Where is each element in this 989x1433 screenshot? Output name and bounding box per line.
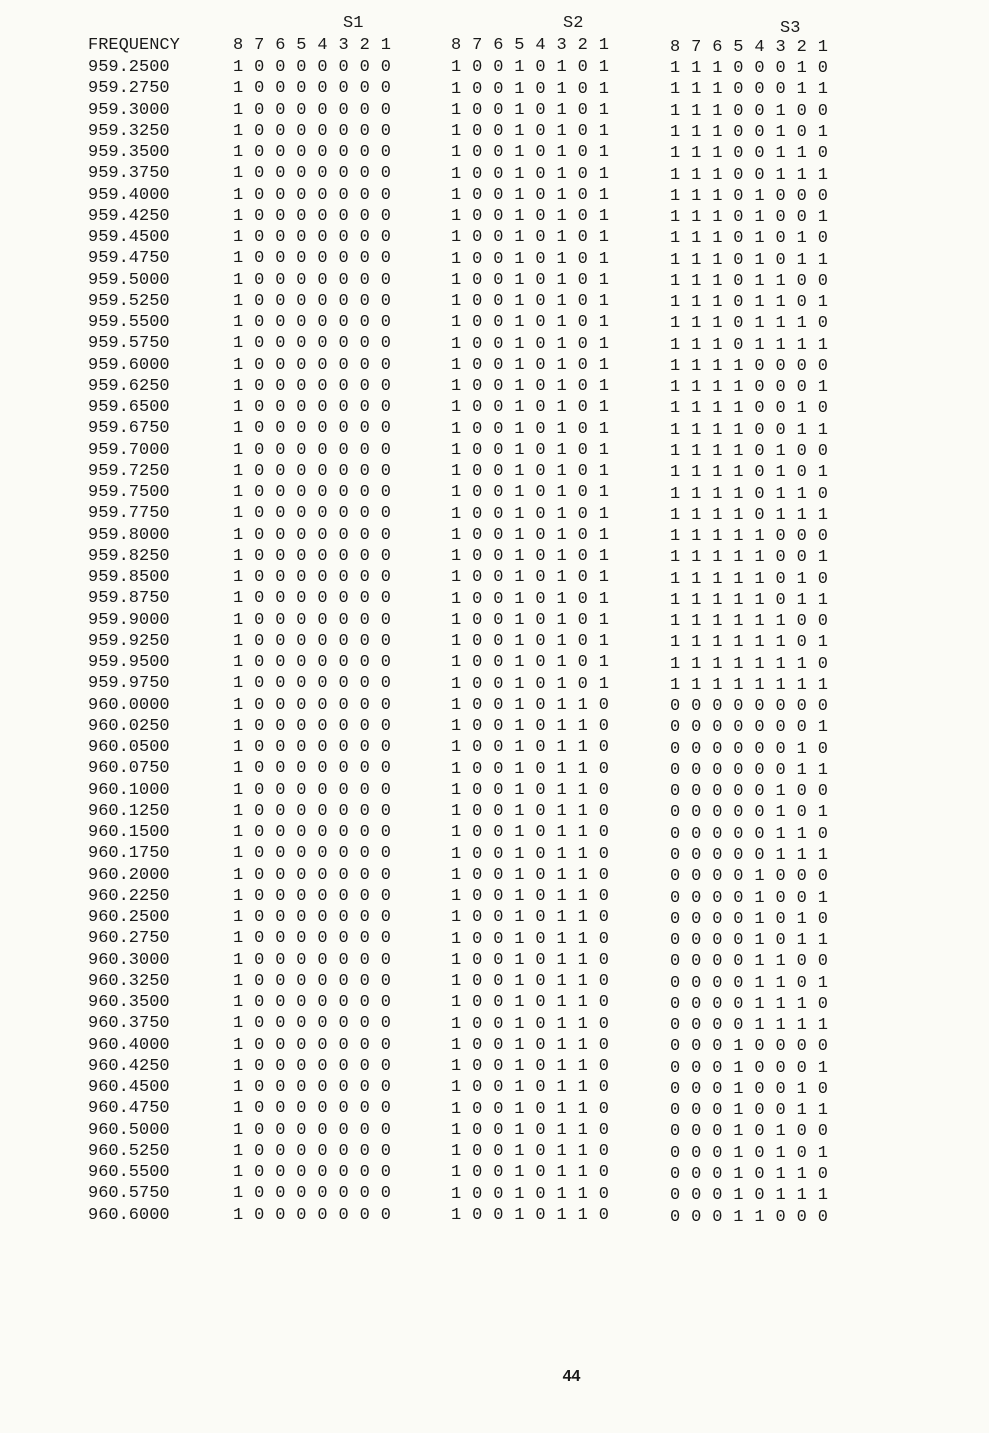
bits-cell-s3: 1 1 1 1 0 0 0 1 [670, 378, 829, 398]
bits-cell-s3: 1 1 1 1 0 0 1 0 [670, 399, 829, 419]
bits-cell-s2: 1 0 0 1 0 1 0 1 [451, 377, 610, 397]
bits-cell-s3: 1 1 1 0 0 1 1 0 [670, 144, 829, 164]
bits-cell-s1: 1 0 0 0 0 0 0 0 [233, 653, 392, 672]
bits-cell-s1: 1 0 0 0 0 0 0 0 [233, 716, 392, 736]
bits-cell-s1: 1 0 0 0 0 0 0 0 [233, 419, 392, 439]
bits-cell-s1: 1 0 0 0 0 0 0 0 [233, 164, 392, 184]
frequency-cell: 959.5250 [88, 291, 170, 311]
frequency-cell: 960.2000 [88, 865, 170, 885]
bits-cell-s1: 1 0 0 0 0 0 0 0 [233, 206, 392, 226]
bits-cell-s1: 1 0 0 0 0 0 0 0 [233, 483, 392, 502]
bits-cell-s1: 1 0 0 0 0 0 0 0 [233, 79, 392, 99]
bits-cell-s1: 1 0 0 0 0 0 0 0 [233, 1141, 392, 1161]
bits-cell-s3: 0 0 0 0 0 0 1 1 [670, 760, 829, 780]
frequency-cell: 960.5750 [88, 1184, 170, 1204]
bits-cell-s3: 0 0 0 0 0 0 0 0 [670, 697, 829, 717]
group-header-s1: S1 [343, 14, 364, 33]
bits-cell-s3: 0 0 0 1 0 0 1 1 [670, 1101, 829, 1121]
bits-cell-s1: 1 0 0 0 0 0 0 0 [233, 525, 392, 545]
bits-cell-s2: 1 0 0 1 0 1 1 0 [451, 1163, 610, 1183]
frequency-cell: 959.6500 [88, 398, 170, 417]
frequency-header: FREQUENCY [88, 36, 180, 55]
bits-cell-s2: 1 0 0 1 0 1 0 1 [451, 207, 610, 227]
bits-cell-s3: 1 1 1 1 1 1 1 1 [670, 675, 829, 695]
bits-cell-s3: 1 1 1 1 1 0 0 1 [670, 548, 829, 568]
bits-cell-s1: 1 0 0 0 0 0 0 0 [233, 801, 392, 821]
bits-cell-s2: 1 0 0 1 0 1 0 1 [451, 228, 610, 248]
frequency-cell: 960.2250 [88, 886, 170, 906]
frequency-cell: 959.9500 [88, 653, 170, 672]
frequency-cell: 960.3500 [88, 993, 170, 1012]
bits-cell-s1: 1 0 0 0 0 0 0 0 [233, 398, 392, 417]
bits-cell-s2: 1 0 0 1 0 1 1 0 [451, 993, 610, 1013]
bits-cell-s3: 1 1 1 0 0 0 1 1 [670, 80, 829, 100]
bits-cell-s1: 1 0 0 0 0 0 0 0 [233, 950, 392, 970]
bits-cell-s2: 1 0 0 1 0 1 0 1 [451, 419, 610, 439]
bits-cell-s3: 0 0 0 0 1 1 0 0 [670, 952, 829, 972]
frequency-cell: 959.6000 [88, 355, 170, 375]
bits-cell-s2: 1 0 0 1 0 1 1 0 [451, 865, 610, 885]
bits-cell-s3: 0 0 0 0 0 0 0 1 [670, 718, 829, 738]
bits-cell-s1: 1 0 0 0 0 0 0 0 [233, 121, 392, 141]
bits-cell-s3: 1 1 1 0 1 1 0 0 [670, 271, 829, 291]
bits-cell-s2: 1 0 0 1 0 1 0 1 [451, 483, 610, 503]
frequency-cell: 959.6750 [88, 419, 170, 439]
bits-cell-s1: 1 0 0 0 0 0 0 0 [233, 440, 392, 460]
bits-cell-s3: 0 0 0 1 0 1 1 0 [670, 1164, 829, 1184]
frequency-cell: 960.1750 [88, 844, 170, 864]
bits-cell-s3: 1 1 1 0 1 1 1 1 [670, 335, 829, 355]
bits-cell-s1: 1 0 0 0 0 0 0 0 [233, 589, 392, 609]
bits-cell-s2: 1 0 0 1 0 1 0 1 [451, 58, 610, 78]
frequency-cell: 960.1000 [88, 780, 170, 800]
bits-cell-s2: 1 0 0 1 0 1 0 1 [451, 334, 610, 354]
bits-cell-s3: 1 1 1 0 0 1 1 1 [670, 165, 829, 185]
bits-cell-s3: 0 0 0 1 0 0 0 1 [670, 1058, 829, 1078]
bit-header-s2: 8 7 6 5 4 3 2 1 [451, 36, 610, 56]
frequency-cell: 959.8000 [88, 525, 170, 545]
bits-cell-s2: 1 0 0 1 0 1 1 0 [451, 823, 610, 843]
bits-cell-s1: 1 0 0 0 0 0 0 0 [233, 185, 392, 205]
frequency-cell: 960.2750 [88, 929, 170, 949]
frequency-cell: 960.1250 [88, 801, 170, 821]
bits-cell-s1: 1 0 0 0 0 0 0 0 [233, 610, 392, 630]
bits-cell-s1: 1 0 0 0 0 0 0 0 [233, 674, 392, 694]
frequency-cell: 960.3000 [88, 950, 170, 970]
bits-cell-s2: 1 0 0 1 0 1 0 1 [451, 122, 610, 142]
bits-cell-s1: 1 0 0 0 0 0 0 0 [233, 631, 392, 651]
frequency-cell: 960.4500 [88, 1078, 170, 1097]
bits-cell-s1: 1 0 0 0 0 0 0 0 [233, 886, 392, 906]
bits-cell-s1: 1 0 0 0 0 0 0 0 [233, 291, 392, 311]
frequency-cell: 959.9750 [88, 674, 170, 694]
bits-cell-s2: 1 0 0 1 0 1 0 1 [451, 398, 610, 418]
frequency-cell: 959.4250 [88, 206, 170, 226]
bits-cell-s2: 1 0 0 1 0 1 0 1 [451, 568, 610, 588]
bits-cell-s2: 1 0 0 1 0 1 1 0 [451, 929, 610, 949]
bits-cell-s3: 0 0 0 0 1 0 1 1 [670, 931, 829, 951]
bits-cell-s1: 1 0 0 0 0 0 0 0 [233, 1120, 392, 1140]
bits-cell-s2: 1 0 0 1 0 1 1 0 [451, 844, 610, 864]
bits-cell-s2: 1 0 0 1 0 1 0 1 [451, 100, 610, 120]
bits-cell-s1: 1 0 0 0 0 0 0 0 [233, 355, 392, 375]
bits-cell-s3: 1 1 1 0 1 0 1 0 [670, 229, 829, 249]
bits-cell-s2: 1 0 0 1 0 1 0 1 [451, 589, 610, 609]
bits-cell-s3: 1 1 1 1 1 1 0 1 [670, 633, 829, 653]
bits-cell-s1: 1 0 0 0 0 0 0 0 [233, 376, 392, 396]
bits-cell-s1: 1 0 0 0 0 0 0 0 [233, 461, 392, 481]
bits-cell-s2: 1 0 0 1 0 1 1 0 [451, 1014, 610, 1034]
frequency-cell: 960.0250 [88, 716, 170, 736]
frequency-cell: 959.4500 [88, 228, 170, 247]
bits-cell-s3: 1 1 1 0 1 0 0 1 [670, 208, 829, 228]
bits-cell-s3: 0 0 0 0 0 1 1 0 [670, 824, 829, 844]
bits-cell-s3: 1 1 1 1 1 0 1 0 [670, 569, 829, 589]
bit-header-s1: 8 7 6 5 4 3 2 1 [233, 36, 392, 55]
bits-cell-s1: 1 0 0 0 0 0 0 0 [233, 504, 392, 524]
frequency-cell: 959.3250 [88, 121, 170, 141]
bits-cell-s1: 1 0 0 0 0 0 0 0 [233, 58, 392, 77]
bits-cell-s1: 1 0 0 0 0 0 0 0 [233, 929, 392, 949]
bits-cell-s3: 0 0 0 1 0 0 1 0 [670, 1079, 829, 1099]
bits-cell-s1: 1 0 0 0 0 0 0 0 [233, 100, 392, 120]
frequency-cell: 959.4750 [88, 249, 170, 269]
bits-cell-s1: 1 0 0 0 0 0 0 0 [233, 1099, 392, 1119]
bits-cell-s2: 1 0 0 1 0 1 1 0 [451, 1057, 610, 1077]
bits-cell-s2: 1 0 0 1 0 1 0 1 [451, 270, 610, 290]
bits-cell-s2: 1 0 0 1 0 1 0 1 [451, 249, 610, 269]
bits-cell-s2: 1 0 0 1 0 1 1 0 [451, 1120, 610, 1140]
frequency-cell: 959.6250 [88, 376, 170, 396]
bits-cell-s1: 1 0 0 0 0 0 0 0 [233, 908, 392, 927]
bits-cell-s1: 1 0 0 0 0 0 0 0 [233, 249, 392, 269]
bits-cell-s1: 1 0 0 0 0 0 0 0 [233, 780, 392, 800]
frequency-cell: 960.5500 [88, 1163, 170, 1182]
bits-cell-s1: 1 0 0 0 0 0 0 0 [233, 695, 392, 715]
bits-cell-s2: 1 0 0 1 0 1 0 1 [451, 164, 610, 184]
frequency-cell: 959.8500 [88, 568, 170, 587]
bits-cell-s1: 1 0 0 0 0 0 0 0 [233, 1014, 392, 1034]
bits-cell-s1: 1 0 0 0 0 0 0 0 [233, 823, 392, 842]
frequency-cell: 959.7500 [88, 483, 170, 502]
bits-cell-s3: 1 1 1 1 0 1 1 0 [670, 484, 829, 504]
bits-cell-s3: 0 0 0 1 1 0 0 0 [670, 1207, 829, 1227]
bits-cell-s2: 1 0 0 1 0 1 0 1 [451, 185, 610, 205]
bits-cell-s1: 1 0 0 0 0 0 0 0 [233, 228, 392, 247]
bits-cell-s3: 1 1 1 0 1 1 0 1 [670, 293, 829, 313]
bits-cell-s3: 0 0 0 0 0 1 0 1 [670, 803, 829, 823]
bits-cell-s2: 1 0 0 1 0 1 1 0 [451, 1078, 610, 1098]
bits-cell-s3: 1 1 1 1 0 0 1 1 [670, 420, 829, 440]
bits-cell-s1: 1 0 0 0 0 0 0 0 [233, 844, 392, 864]
page-number: 44 [562, 1368, 581, 1385]
bits-cell-s2: 1 0 0 1 0 1 1 0 [451, 887, 610, 907]
bits-cell-s3: 1 1 1 0 1 1 1 0 [670, 314, 829, 334]
bits-cell-s1: 1 0 0 0 0 0 0 0 [233, 971, 392, 991]
bits-cell-s2: 1 0 0 1 0 1 0 1 [451, 653, 610, 673]
frequency-cell: 960.4750 [88, 1099, 170, 1119]
bits-cell-s2: 1 0 0 1 0 1 1 0 [451, 759, 610, 779]
frequency-cell: 960.1500 [88, 823, 170, 842]
bits-cell-s1: 1 0 0 0 0 0 0 0 [233, 313, 392, 332]
bits-cell-s2: 1 0 0 1 0 1 1 0 [451, 1142, 610, 1162]
bits-cell-s3: 0 0 0 1 0 0 0 0 [670, 1037, 829, 1057]
bits-cell-s1: 1 0 0 0 0 0 0 0 [233, 1056, 392, 1076]
frequency-cell: 960.4000 [88, 1035, 170, 1055]
bits-cell-s2: 1 0 0 1 0 1 1 0 [451, 1035, 610, 1055]
bits-cell-s2: 1 0 0 1 0 1 0 1 [451, 440, 610, 460]
bits-cell-s3: 1 1 1 1 0 1 1 1 [670, 505, 829, 525]
frequency-cell: 959.8250 [88, 546, 170, 566]
bits-cell-s1: 1 0 0 0 0 0 0 0 [233, 993, 392, 1012]
bits-cell-s2: 1 0 0 1 0 1 0 1 [451, 292, 610, 312]
bits-cell-s2: 1 0 0 1 0 1 0 1 [451, 610, 610, 630]
bits-cell-s2: 1 0 0 1 0 1 0 1 [451, 547, 610, 567]
bits-cell-s3: 0 0 0 0 1 0 1 0 [670, 909, 829, 929]
bits-cell-s2: 1 0 0 1 0 1 1 0 [451, 695, 610, 715]
bits-cell-s2: 1 0 0 1 0 1 0 1 [451, 143, 610, 163]
bits-cell-s2: 1 0 0 1 0 1 0 1 [451, 79, 610, 99]
frequency-cell: 959.4000 [88, 185, 170, 205]
frequency-cell: 959.3750 [88, 164, 170, 184]
bits-cell-s3: 0 0 0 0 0 1 0 0 [670, 782, 829, 802]
frequency-cell: 960.3750 [88, 1014, 170, 1034]
bits-cell-s3: 1 1 1 0 0 1 0 1 [670, 122, 829, 142]
bits-cell-s2: 1 0 0 1 0 1 1 0 [451, 908, 610, 928]
frequency-cell: 960.0750 [88, 759, 170, 779]
frequency-cell: 959.9250 [88, 631, 170, 651]
bits-cell-s3: 1 1 1 1 0 1 0 1 [670, 463, 829, 483]
bits-cell-s2: 1 0 0 1 0 1 0 1 [451, 632, 610, 652]
bits-cell-s1: 1 0 0 0 0 0 0 0 [233, 1035, 392, 1055]
bits-cell-s2: 1 0 0 1 0 1 1 0 [451, 1206, 610, 1225]
frequency-cell: 959.2500 [88, 58, 170, 77]
frequency-cell: 960.0000 [88, 695, 170, 715]
bits-cell-s1: 1 0 0 0 0 0 0 0 [233, 1078, 392, 1097]
bits-cell-s1: 1 0 0 0 0 0 0 0 [233, 270, 392, 290]
frequency-cell: 959.7000 [88, 440, 170, 460]
bits-cell-s3: 0 0 0 1 0 1 0 0 [670, 1122, 829, 1142]
frequency-cell: 959.5000 [88, 270, 170, 290]
frequency-cell: 960.4250 [88, 1056, 170, 1076]
bits-cell-s3: 0 0 0 1 0 1 1 1 [670, 1186, 829, 1206]
bits-cell-s3: 0 0 0 0 1 1 1 0 [670, 994, 829, 1014]
bits-cell-s2: 1 0 0 1 0 1 0 1 [451, 504, 610, 524]
bits-cell-s2: 1 0 0 1 0 1 0 1 [451, 462, 610, 482]
bits-cell-s3: 0 0 0 0 1 1 1 1 [670, 1016, 829, 1036]
bits-cell-s1: 1 0 0 0 0 0 0 0 [233, 334, 392, 354]
frequency-cell: 960.2500 [88, 908, 170, 927]
frequency-cell: 959.5500 [88, 313, 170, 332]
bits-cell-s1: 1 0 0 0 0 0 0 0 [233, 568, 392, 587]
group-header-s2: S2 [563, 14, 584, 33]
bits-cell-s1: 1 0 0 0 0 0 0 0 [233, 759, 392, 779]
bits-cell-s3: 1 1 1 1 1 1 1 0 [670, 654, 829, 674]
bits-cell-s1: 1 0 0 0 0 0 0 0 [233, 1163, 392, 1182]
frequency-cell: 959.8750 [88, 589, 170, 609]
bits-cell-s3: 1 1 1 0 1 0 1 1 [670, 250, 829, 270]
bits-cell-s1: 1 0 0 0 0 0 0 0 [233, 143, 392, 162]
bits-cell-s2: 1 0 0 1 0 1 1 0 [451, 1099, 610, 1119]
bits-cell-s2: 1 0 0 1 0 1 1 0 [451, 738, 610, 758]
frequency-cell: 959.3500 [88, 143, 170, 162]
bits-cell-s2: 1 0 0 1 0 1 0 1 [451, 355, 610, 375]
bits-cell-s1: 1 0 0 0 0 0 0 0 [233, 865, 392, 885]
frequency-cell: 959.7750 [88, 504, 170, 524]
bits-cell-s3: 0 0 0 0 1 0 0 0 [670, 867, 829, 887]
group-header-s3: S3 [780, 19, 801, 38]
frequency-cell: 959.3000 [88, 100, 170, 120]
bits-cell-s2: 1 0 0 1 0 1 0 1 [451, 525, 610, 545]
bits-cell-s3: 0 0 0 0 1 1 0 1 [670, 973, 829, 993]
bits-cell-s3: 1 1 1 0 1 0 0 0 [670, 186, 829, 206]
bits-cell-s2: 1 0 0 1 0 1 1 0 [451, 802, 610, 822]
bits-cell-s3: 0 0 0 0 0 1 1 1 [670, 846, 829, 865]
bits-cell-s2: 1 0 0 1 0 1 1 0 [451, 780, 610, 800]
frequency-cell: 960.0500 [88, 738, 170, 757]
bits-cell-s1: 1 0 0 0 0 0 0 0 [233, 738, 392, 757]
bits-cell-s3: 1 1 1 0 0 0 1 0 [670, 59, 829, 79]
bits-cell-s1: 1 0 0 0 0 0 0 0 [233, 1205, 392, 1225]
bits-cell-s1: 1 0 0 0 0 0 0 0 [233, 1184, 392, 1204]
bits-cell-s3: 1 1 1 1 1 0 1 1 [670, 590, 829, 610]
bits-cell-s3: 1 1 1 1 1 1 0 0 [670, 612, 829, 632]
frequency-cell: 959.9000 [88, 610, 170, 630]
frequency-cell: 959.5750 [88, 334, 170, 354]
bits-cell-s3: 1 1 1 1 1 0 0 0 [670, 527, 829, 547]
frequency-cell: 959.7250 [88, 461, 170, 481]
bits-cell-s3: 0 0 0 0 0 0 1 0 [670, 739, 829, 759]
bits-cell-s2: 1 0 0 1 0 1 1 0 [451, 1184, 610, 1204]
bits-cell-s2: 1 0 0 1 0 1 1 0 [451, 972, 610, 992]
bits-cell-s3: 1 1 1 1 0 0 0 0 [670, 356, 829, 376]
bits-cell-s3: 0 0 0 1 0 1 0 1 [670, 1143, 829, 1163]
frequency-cell: 960.5000 [88, 1120, 170, 1140]
frequency-cell: 960.5250 [88, 1141, 170, 1161]
bits-cell-s1: 1 0 0 0 0 0 0 0 [233, 546, 392, 566]
bit-header-s3: 8 7 6 5 4 3 2 1 [670, 37, 829, 57]
bits-cell-s2: 1 0 0 1 0 1 1 0 [451, 950, 610, 970]
bits-cell-s3: 1 1 1 1 0 1 0 0 [670, 441, 829, 461]
frequency-cell: 959.2750 [88, 79, 170, 99]
bits-cell-s2: 1 0 0 1 0 1 0 1 [451, 674, 610, 694]
bits-cell-s3: 1 1 1 0 0 1 0 0 [670, 101, 829, 121]
bits-cell-s3: 0 0 0 0 1 0 0 1 [670, 888, 829, 908]
bits-cell-s2: 1 0 0 1 0 1 1 0 [451, 717, 610, 737]
frequency-cell: 960.6000 [88, 1205, 170, 1225]
frequency-cell: 960.3250 [88, 971, 170, 991]
bits-cell-s2: 1 0 0 1 0 1 0 1 [451, 313, 610, 333]
